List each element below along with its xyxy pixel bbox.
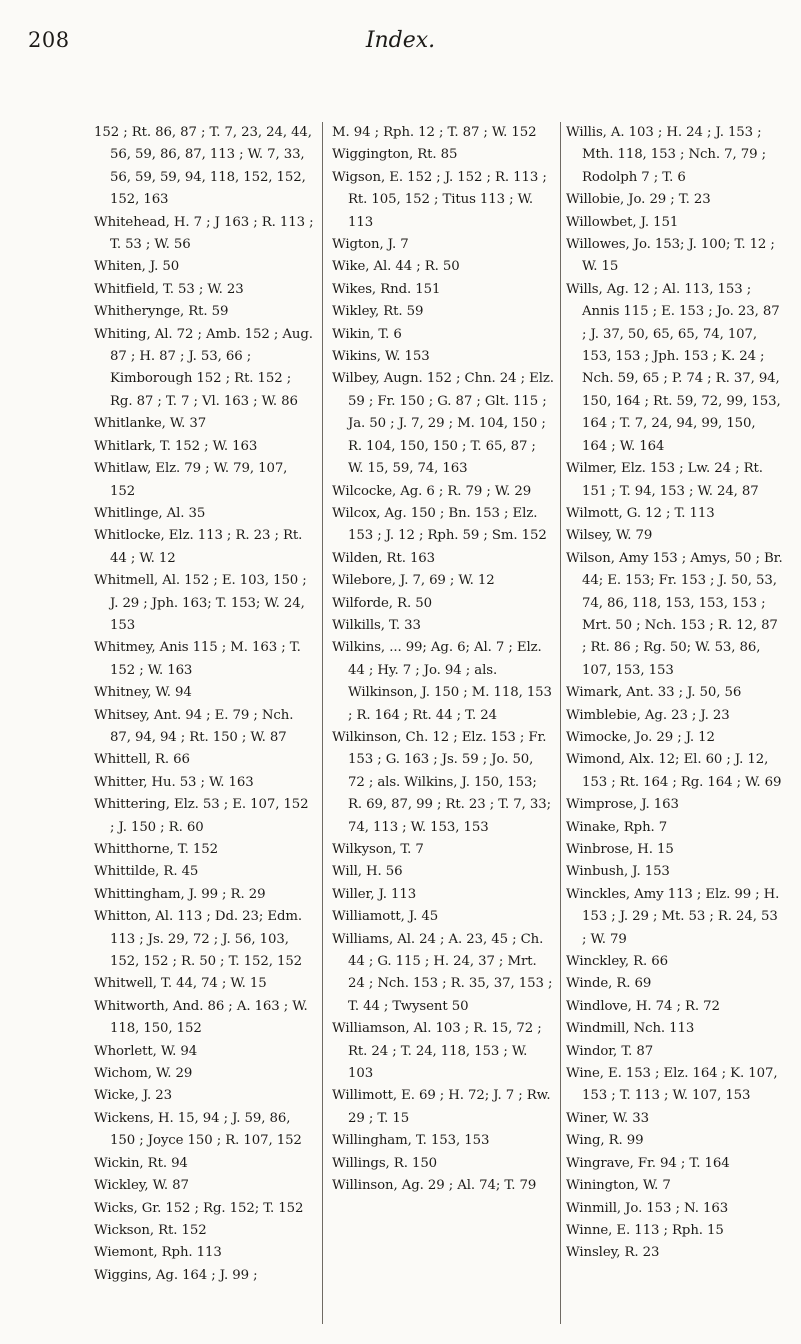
- index-entry: Winde, R. 69: [566, 976, 652, 992]
- index-entry: Whorlett, W. 94: [94, 1043, 198, 1059]
- index-entry: Wickson, Rt. 152: [94, 1222, 207, 1238]
- index-entry: Whitherynge, Rt. 59: [94, 304, 229, 320]
- index-entry: Wing, R. 99: [566, 1133, 644, 1149]
- index-entry: 152 ; Rt. 86, 87 ; T. 7, 23, 24, 44, 56, 59, 86, 87, 113 ; W. 7, 33, 56, 59, 59, 94, 118, 152, 152, 152, 163: [94, 125, 312, 208]
- index-entry: Windor, T. 87: [566, 1043, 654, 1059]
- index-entry: Whitlark, T. 152 ; W. 163: [94, 438, 258, 454]
- index-column-1: [94, 122, 314, 1328]
- index-entry: Whitlocke, Elz. 113 ; R. 23 ; Rt. 44 ; W. 12: [94, 528, 303, 566]
- index-entry: Wichom, W. 29: [94, 1066, 193, 1082]
- index-entry: Wimprose, J. 163: [566, 797, 679, 813]
- index-entry: Wickens, H. 15, 94 ; J. 59, 86, 150 ; Joyce 150 ; R. 107, 152: [94, 1110, 302, 1149]
- column-divider: [560, 122, 561, 1324]
- index-entry: Wilebore, J. 7, 69 ; W. 12: [332, 573, 495, 589]
- index-entry: Wickin, Rt. 94: [94, 1155, 188, 1171]
- index-entry: Wilsey, W. 79: [566, 528, 653, 544]
- index-entry: Whiting, Al. 72 ; Amb. 152 ; Aug. 87 ; H. 87 ; J. 53, 66 ; Kimborough 152 ; Rt. 152 ; Rg. 87 ; T. 7 ; Vl. 163 ; W. 86: [94, 326, 313, 409]
- index-entry: Windlove, H. 74 ; R. 72: [566, 998, 720, 1014]
- index-entry: Wimocke, Jo. 29 ; J. 12: [566, 729, 715, 745]
- index-column-2: [332, 122, 554, 1328]
- index-entry: Winbrose, H. 15: [566, 842, 674, 857]
- index-entry: Wilden, Rt. 163: [332, 550, 436, 566]
- index-entry: Winckles, Amy 113 ; Elz. 99 ; H. 153 ; J. 29 ; Mt. 53 ; R. 24, 53 ; W. 79: [566, 886, 780, 947]
- index-entry: Whitlaw, Elz. 79 ; W. 79, 107, 152: [94, 461, 288, 499]
- index-entry: Wikley, Rt. 59: [332, 304, 424, 320]
- index-entry: Whitehead, H. 7 ; J 163 ; R. 113 ; T. 53 ; W. 56: [94, 214, 314, 253]
- index-column-3: [566, 122, 784, 1328]
- index-entry: Winsley, R. 23: [566, 1245, 660, 1261]
- index-entry: Willings, R. 150: [332, 1155, 438, 1171]
- index-entry: Willowbet, J. 151: [566, 214, 679, 230]
- index-entry: Winer, W. 33: [566, 1110, 649, 1126]
- index-entry: Wiggington, Rt. 85: [332, 147, 458, 163]
- index-entry: Willer, J. 113: [332, 886, 417, 902]
- index-entry: Whitthorne, T. 152: [94, 842, 218, 857]
- running-title: Index.: [365, 28, 436, 53]
- index-entry: Whitlinge, Al. 35: [94, 505, 206, 521]
- index-entry: Winington, W. 7: [566, 1178, 671, 1194]
- index-entry: Wimond, Alx. 12; El. 60 ; J. 12, 153 ; Rt. 164 ; Rg. 164 ; W. 69: [566, 752, 782, 790]
- index-entry: Will, H. 56: [332, 864, 403, 880]
- index-entry: Whitton, Al. 113 ; Dd. 23; Edm. 113 ; Js. 29, 72 ; J. 56, 103, 152, 152 ; R. 50 ; T. 152, 152: [94, 909, 303, 970]
- index-entry: Wilcocke, Ag. 6 ; R. 79 ; W. 29: [332, 483, 532, 499]
- index-entry: Willis, A. 103 ; H. 24 ; J. 153 ; Mth. 118, 153 ; Nch. 7, 79 ; Rodolph 7 ; T. 6: [566, 125, 766, 185]
- index-entry: Williams, Al. 24 ; A. 23, 45 ; Ch. 44 ; G. 115 ; H. 24, 37 ; Mrt. 24 ; Nch. 153 ; R. 35, 37, 153 ; T. 44 ; Twysent 50: [332, 931, 553, 1014]
- index-columns: [94, 122, 784, 1322]
- index-entry: Wills, Ag. 12 ; Al. 113, 153 ; Annis 115 ; E. 153 ; Jo. 23, 87 ; J. 37, 50, 65, 65, 74, 107, 153, 153 ; Jph. 153 ; K. 24 ; Nch. 59, 65 ; P. 74 ; R. 37, 94, 150, 164 ; Rt. 59, 72, 99, 153, 164 ; T. 7, 24, 94, 99, 150, 164 ; W. 164: [566, 281, 781, 454]
- index-entry: Wilcox, Ag. 150 ; Bn. 153 ; Elz. 153 ; J. 12 ; Rph. 59 ; Sm. 152: [332, 505, 547, 544]
- index-entry: Wilkinson, Ch. 12 ; Elz. 153 ; Fr. 153 ; G. 163 ; Js. 59 ; Jo. 50, 72 ; als. Wilkins, J. 150, 153; R. 69, 87, 99 ; Rt. 23 ; T. 7, 33; 74, 113 ; W. 153, 153: [332, 729, 552, 835]
- index-entry: Wilbey, Augn. 152 ; Chn. 24 ; Elz. 59 ; Fr. 150 ; G. 87 ; Glt. 115 ; Ja. 50 ; J. 7, 29 ; M. 104, 150 ; R. 104, 150, 150 ; T. 65, 87 ; W. 15, 59, 74, 163: [332, 371, 554, 477]
- index-entry: Whitwell, T. 44, 74 ; W. 15: [94, 976, 267, 992]
- index-entry: Wilkins, ... 99; Ag. 6; Al. 7 ; Elz. 44 ; Hy. 7 ; Jo. 94 ; als. Wilkinson, J. 150 ; M. 118, 153 ; R. 164 ; Rt. 44 ; T. 24: [332, 640, 552, 723]
- index-entry: Whittilde, R. 45: [94, 864, 199, 880]
- index-entry: Whittingham, J. 99 ; R. 29: [94, 886, 266, 902]
- index-entry: Whittering, Elz. 53 ; E. 107, 152 ; J. 150 ; R. 60: [94, 797, 309, 835]
- column-divider: [322, 122, 323, 1324]
- index-entry: Wikins, W. 153: [332, 349, 430, 365]
- index-entry: Wilforde, R. 50: [332, 595, 432, 611]
- index-entry: Wiggins, Ag. 164 ; J. 99 ;: [94, 1267, 258, 1283]
- index-entry: Whitfield, T. 53 ; W. 23: [94, 281, 244, 297]
- page-number: 208: [28, 28, 70, 52]
- index-entry: Whitlanke, W. 37: [94, 416, 207, 432]
- index-entry: Windmill, Nch. 113: [566, 1021, 695, 1037]
- index-entry: Willobie, Jo. 29 ; T. 23: [566, 192, 711, 208]
- index-entry: Wiemont, Rph. 113: [94, 1245, 222, 1261]
- index-entry: Willowes, Jo. 153; J. 100; T. 12 ; W. 15: [566, 237, 775, 275]
- index-entry: Wikin, T. 6: [332, 326, 402, 342]
- index-entry: Whitter, Hu. 53 ; W. 163: [94, 774, 254, 790]
- index-entry: Winckley, R. 66: [566, 954, 668, 970]
- index-entry: Winake, Rph. 7: [566, 819, 668, 835]
- index-entry: Whitney, W. 94: [94, 685, 192, 701]
- index-entry: Wickley, W. 87: [94, 1178, 189, 1194]
- index-entry: Wingrave, Fr. 94 ; T. 164: [566, 1155, 730, 1171]
- index-entry: Wike, Al. 44 ; R. 50: [332, 259, 460, 275]
- index-entry: Whiten, J. 50: [94, 259, 180, 275]
- index-entry: Wine, E. 153 ; Elz. 164 ; K. 107, 153 ; T. 113 ; W. 107, 153: [566, 1066, 778, 1104]
- index-entry: Winne, E. 113 ; Rph. 15: [566, 1222, 724, 1238]
- index-entry: Whitsey, Ant. 94 ; E. 79 ; Nch. 87, 94, 94 ; Rt. 150 ; W. 87: [94, 707, 294, 745]
- index-entry: Wikes, Rnd. 151: [332, 281, 441, 297]
- index-entry: Wimark, Ant. 33 ; J. 50, 56: [566, 685, 742, 701]
- index-entry: Whittell, R. 66: [94, 752, 190, 768]
- index-entry: Williamott, J. 45: [332, 909, 439, 925]
- index-entry: Wimblebie, Ag. 23 ; J. 23: [566, 707, 730, 723]
- index-entry: Williamson, Al. 103 ; R. 15, 72 ; Rt. 24 ; T. 24, 118, 153 ; W. 103: [332, 1021, 542, 1082]
- index-entry: Wilmott, G. 12 ; T. 113: [566, 505, 715, 521]
- index-entry: Winbush, J. 153: [566, 864, 670, 880]
- index-entry: Whitmell, Al. 152 ; E. 103, 150 ; J. 29 ; Jph. 163; T. 153; W. 24, 153: [94, 573, 307, 633]
- index-entry: M. 94 ; Rph. 12 ; T. 87 ; W. 152: [332, 125, 537, 140]
- index-entry: Whitmey, Anis 115 ; M. 163 ; T. 152 ; W. 163: [94, 640, 301, 678]
- index-entry: Willimott, E. 69 ; H. 72; J. 7 ; Rw. 29 ; T. 15: [332, 1088, 551, 1126]
- index-entry: Wilmer, Elz. 153 ; Lw. 24 ; Rt. 151 ; T. 94, 153 ; W. 24, 87: [566, 461, 763, 499]
- index-entry: Whitworth, And. 86 ; A. 163 ; W. 118, 150, 152: [94, 998, 308, 1037]
- index-entry: Wigson, E. 152 ; J. 152 ; R. 113 ; Rt. 105, 152 ; Titus 113 ; W. 113: [332, 169, 547, 230]
- index-entry: Wilkills, T. 33: [332, 617, 421, 633]
- index-entry: Wicke, J. 23: [94, 1088, 172, 1104]
- index-entry: Willingham, T. 153, 153: [332, 1133, 490, 1149]
- index-entry: Winmill, Jo. 153 ; N. 163: [566, 1200, 729, 1216]
- index-entry: Wigton, J. 7: [332, 237, 409, 253]
- index-entry: Wilson, Amy 153 ; Amys, 50 ; Br. 44; E. 153; Fr. 153 ; J. 50, 53, 74, 86, 118, 153, 153, 153 ; Mrt. 50 ; Nch. 153 ; R. 12, 87 ; Rt. 86 ; Rg. 50; W. 53, 86, 107, 153, 153: [566, 550, 783, 678]
- index-entry: Wicks, Gr. 152 ; Rg. 152; T. 152: [94, 1200, 304, 1216]
- index-entry: Wilkyson, T. 7: [332, 842, 424, 857]
- index-entry: Willinson, Ag. 29 ; Al. 74; T. 79: [332, 1178, 537, 1194]
